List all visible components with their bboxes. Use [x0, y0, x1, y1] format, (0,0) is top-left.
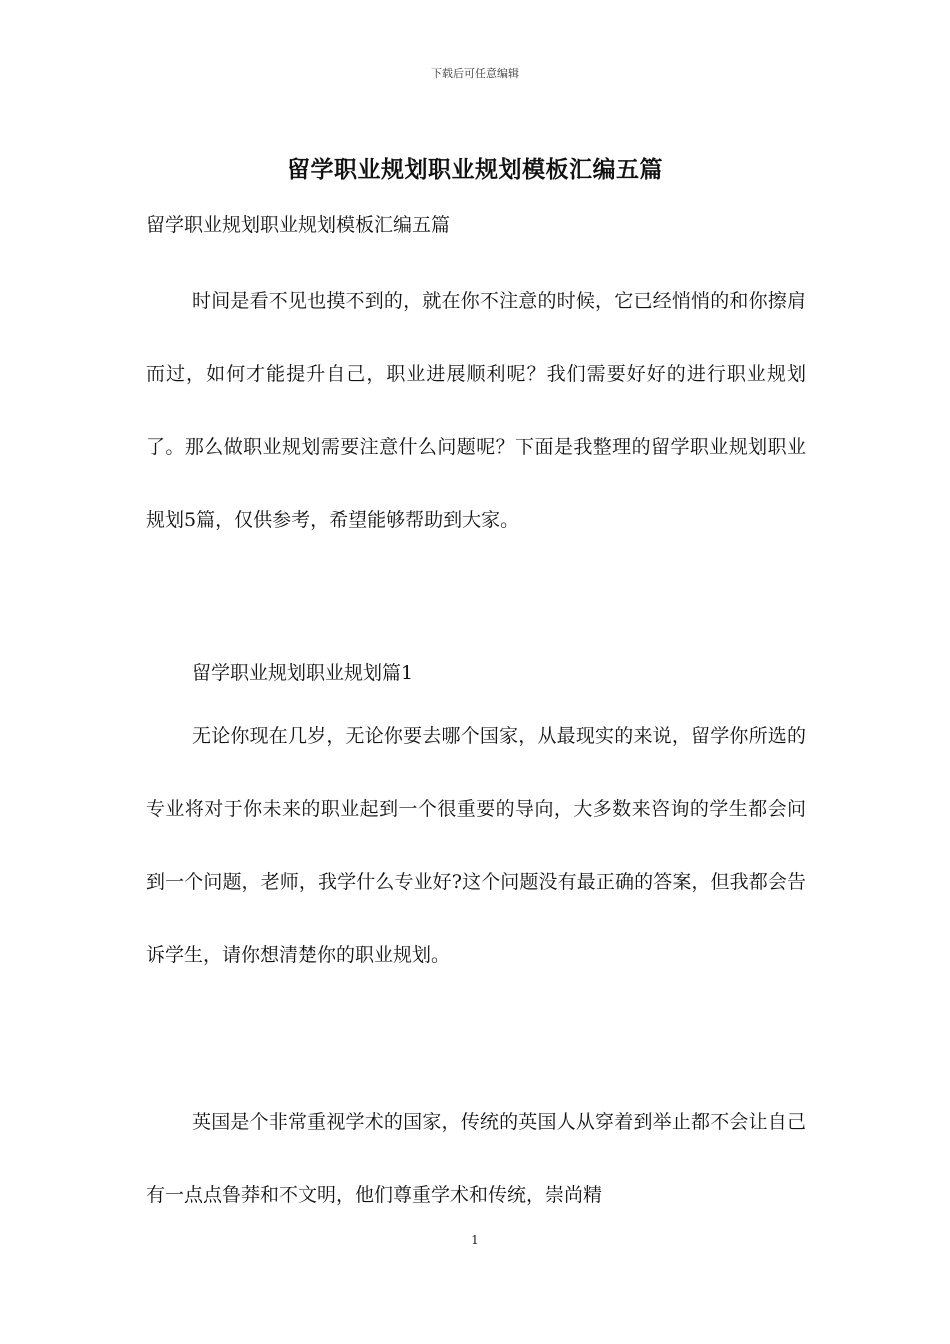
page-header: 下载后可任意编辑 [431, 67, 519, 80]
body-paragraph-2: 英国是个非常重视学术的国家，传统的英国人从穿着到举止都不会让自己有一点点鲁莽和不文明，他们尊重学术和传统，崇尚精 [146, 1111, 806, 1206]
body-paragraph-1: 无论你现在几岁，无论你要去哪个国家，从最现实的来说，留学你所选的专业将对于你未来的职业起到一个很重要的导向，大多数来咨询的学生都会问到一个问题，老师，我学什么专业好?这个问题没有最正确的答案，但我都会告诉学生，请你想清楚你的职业规划。 [146, 725, 806, 966]
section-heading: 留学职业规划职业规划篇1 [192, 662, 414, 684]
intro-paragraph: 时间是看不见也摸不到的，就在你不注意的时候，它已经悄悄的和你擦肩而过，如何才能提升自己，职业进展顺利呢？我们需要好好的进行职业规划了。那么做职业规划需要注意什么问题呢？下面是我整理的留学职业规划职业规划5篇，仅供参考，希望能够帮助到大家。 [146, 290, 806, 531]
document-subtitle: 留学职业规划职业规划模板汇编五篇 [146, 214, 451, 236]
page-number: 1 [471, 1233, 479, 1247]
document-title: 留学职业规划职业规划模板汇编五篇 [287, 156, 663, 183]
